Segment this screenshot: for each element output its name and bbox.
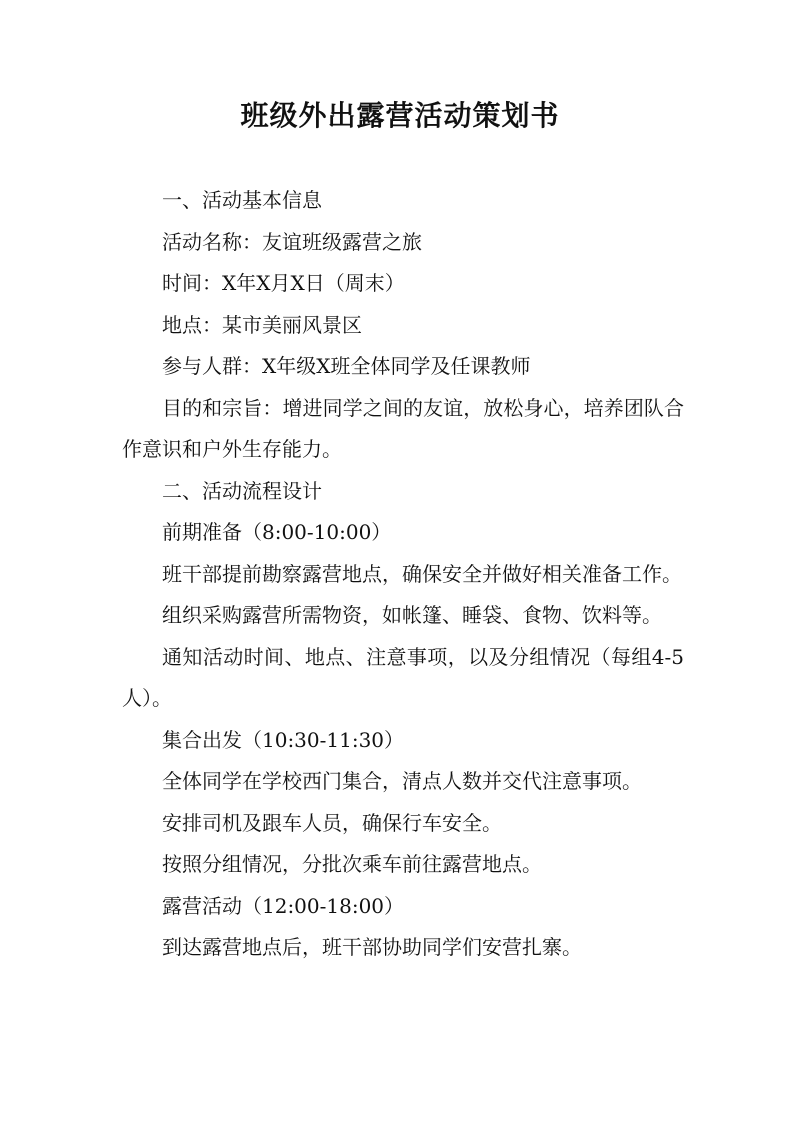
departure-item-gather: 全体同学在学校西门集合，清点人数并交代注意事项。 — [162, 769, 642, 793]
section-heading-process: 二、活动流程设计 — [162, 478, 322, 503]
camping-item-setup: 到达露营地点后，班干部协助同学们安营扎寨。 — [162, 935, 582, 959]
preparation-item-notice: 通知活动时间、地点、注意事项，以及分组情况（每组4-5人）。 — [122, 644, 684, 710]
section-heading-basic-info: 一、活动基本信息 — [162, 188, 322, 212]
document-body — [122, 180, 684, 969]
activity-location-line: 地点：某市美丽风景区 — [162, 312, 362, 337]
subheading-camping: 露营活动（12:00-18:00） — [162, 893, 405, 918]
purpose-paragraph: 目的和宗旨：增进同学之间的友谊，放松身心，培养团队合作意识和户外生存能力。 — [122, 395, 684, 461]
activity-name-line: 活动名称：友谊班级露营之旅 — [162, 229, 422, 254]
document-title: 班级外出露营活动策划书 — [240, 99, 560, 132]
departure-item-driver: 安排司机及跟车人员，确保行车安全。 — [162, 810, 502, 835]
departure-item-board: 按照分组情况，分批次乘车前往露营地点。 — [162, 852, 542, 876]
preparation-item-purchase: 组织采购露营所需物资，如帐篷、睡袋、食物、饮料等。 — [162, 603, 662, 627]
subheading-departure: 集合出发（10:30-11:30） — [162, 727, 405, 752]
subheading-preparation: 前期准备（8:00-10:00） — [162, 520, 392, 544]
participants-line: 参与人群：X年级X班全体同学及任课教师 — [162, 354, 531, 378]
preparation-item-survey: 班干部提前勘察露营地点，确保安全并做好相关准备工作。 — [162, 561, 682, 586]
activity-time-line: 时间：X年X月X日（周末） — [162, 271, 405, 295]
